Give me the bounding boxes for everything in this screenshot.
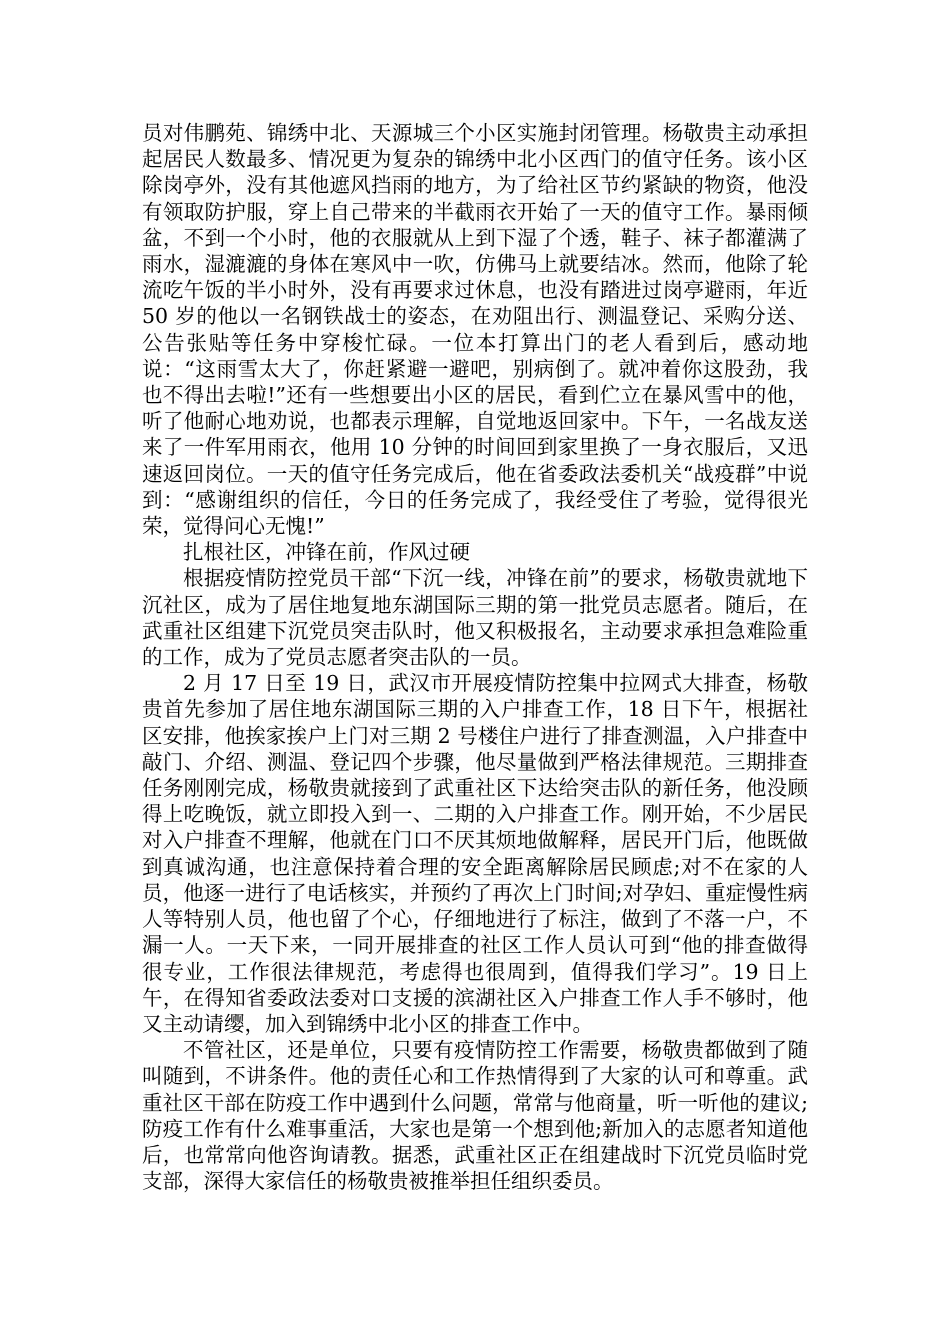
paragraph-recognition: 不管社区，还是单位，只要有疫情防控工作需要，杨敬贵都做到了随叫随到，不讲条件。他的责任心和工作热情得到了大家的认可和尊重。武重社区干部在防疫工作中遇到什么问题，常常与他商量，听一听他的建议;防疫工作有什么难事重活，大家也是第一个想到他;新加入的志愿者知道他后，也常常向他咨询请教。据悉，武重社区正在组建战时下沉党员临时党支部，深得大家信任的杨敬贵被推举担任组织委员。	[142, 1038, 808, 1194]
document-body	[142, 120, 815, 1194]
paragraph-section-heading: 扎根社区，冲锋在前，作风过硬	[183, 540, 470, 565]
paragraph-story-continued: 员对伟鹏苑、锦绣中北、天源城三个小区实施封闭管理。杨敬贵主动承担起居民人数最多、情况更为复杂的锦绣中北小区西门的值守任务。该小区除岗亭外，没有其他遮风挡雨的地方，为了给社区节约紧缺的物资，他没有领取防护服，穿上自己带来的半截雨衣开始了一天的值守工作。暴雨倾盆，不到一个小时，他的衣服就从上到下湿了个透，鞋子、袜子都灌满了雨水，湿漉漉的身体在寒风中一吹，仿佛马上就要结冰。然而，他除了轮流吃午饭的半小时外，没有再要求过休息，也没有踏进过岗亭避雨，年近 50 岁的他以一名钢铁战士的姿态，在劝阻出行、测温登记、采购分送、公告张贴等任务中穿梭忙碌。一位本打算出门的老人看到后，感动地说：“这雨雪太大了，你赶紧避一避吧，别病倒了。就冲着你这股劲，我也不得出去啦!”还有一些想要出小区的居民，看到伫立在暴风雪中的他，听了他耐心地劝说，也都表示理解，自觉地返回家中。下午，一名战友送来了一件军用雨衣，他用 10 分钟的时间回到家里换了一身衣服后，又迅速返回岗位。一天的值守任务完成后，他在省委政法委机关“战疫群”中说到：“感谢组织的信任，今日的任务完成了，我经受住了考验，觉得很光荣，觉得问心无愧!”	[142, 121, 815, 539]
paragraph-door-to-door-check: 2 月 17 日至 19 日，武汉市开展疫情防控集中拉网式大排查，杨敬贵首先参加了居住地东湖国际三期的入户排查工作，18 日下午，根据社区安排，他挨家挨户上门对三期 2 号楼住户进行了排查测温，入户排查中敲门、介绍、测温、登记四个步骤，他尽量做到严格法律规范。三期排查任务刚刚完成，杨敬贵就接到了武重社区下达给突击队的新任务，他没顾得上吃晚饭，就立即投入到一、二期的入户排查工作。刚开始，不少居民对入户排查不理解，他就在门口不厌其烦地做解释，居民开门后，他既做到真诚沟通，也注意保持着合理的安全距离解除居民顾虑;对不在家的人员，他逐一进行了电话核实，并预约了再次上门时间;对孕妇、重症慢性病人等特别人员，他也留了个心，仔细地进行了标注，做到了不落一户，不漏一人。一天下来，一同开展排查的社区工作人员认可到“他的排查做得很专业，工作很法律规范，考虑得也很周到，值得我们学习”。19 日上午，在得知省委政法委对口支援的滨湖社区入户排查工作人手不够时，他又主动请缨，加入到锦绣中北小区的排查工作中。	[142, 671, 808, 1036]
paragraph-volunteer: 根据疫情防控党员干部“下沉一线，冲锋在前”的要求，杨敬贵就地下沉社区，成为了居住地复地东湖国际三期的第一批党员志愿者。随后，在武重社区组建下沉党员突击队时，他又积极报名，主动要求承担急难险重的工作，成为了党员志愿者突击队的一员。	[142, 566, 808, 670]
